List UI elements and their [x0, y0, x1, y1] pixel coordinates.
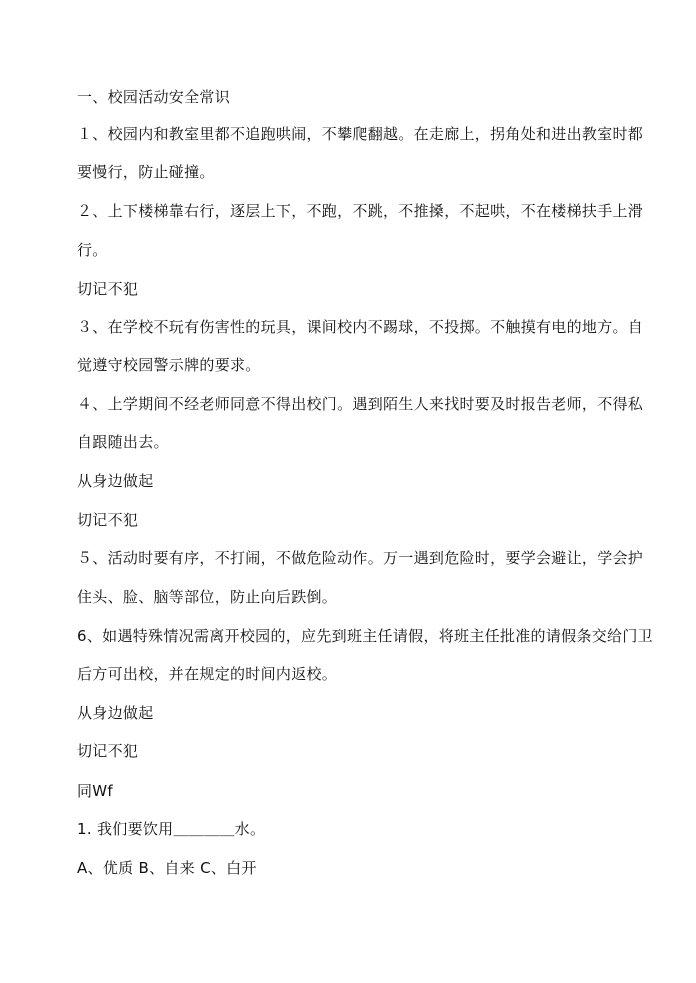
section-heading: 一、校园活动安全常识: [77, 88, 231, 106]
paragraph-3-line-2: 觉遵守校园警示牌的要求。: [77, 356, 261, 374]
paragraph-5-line-2: 住头、脸、脑等部位，防止向后跌倒。: [77, 588, 338, 606]
reminder-text: 切记不犯: [77, 280, 139, 298]
paragraph-2-line-2: 行。: [77, 241, 108, 259]
paragraph-1-line-1: １、校园内和教室里都不追跑哄闹，不攀爬翻越。在走廊上，拐角处和进出教室时都: [77, 125, 644, 143]
answer-options: A、优质 B、自来 C、白开: [77, 859, 257, 877]
slogan-text: 从身边做起: [77, 704, 154, 722]
paragraph-1-line-2: 要慢行，防止碰撞。: [77, 163, 215, 181]
paragraph-6-line-2: 后方可出校，并在规定的时间内返校。: [77, 665, 338, 683]
text-fragment: 同Wf: [77, 782, 114, 800]
paragraph-5-line-1: ５、活动时要有序，不打闹，不做危险动作。万一遇到危险时，要学会避让，学会护: [77, 549, 644, 567]
paragraph-4-line-1: ４、上学期间不经老师同意不得出校门。遇到陌生人来找时要及时报告老师，不得私: [77, 395, 644, 413]
reminder-text: 切记不犯: [77, 511, 139, 529]
question-text: 1. 我们要饮用＿＿＿＿水。: [77, 820, 266, 838]
paragraph-2-line-1: ２、上下楼梯靠右行，逐层上下，不跑，不跳，不推搡，不起哄，不在楼梯扶手上滑: [77, 202, 644, 220]
slogan-text: 从身边做起: [77, 472, 154, 490]
reminder-text: 切记不犯: [77, 742, 139, 760]
paragraph-4-line-2: 自跟随出去。: [77, 433, 169, 451]
paragraph-3-line-1: ３、在学校不玩有伤害性的玩具，课间校内不踢球，不投掷。不触摸有电的地方。自: [77, 318, 644, 336]
paragraph-6-line-1: 6、如遇特殊情况需离开校园的，应先到班主任请假，将班主任批准的请假条交给门卫: [77, 627, 653, 645]
